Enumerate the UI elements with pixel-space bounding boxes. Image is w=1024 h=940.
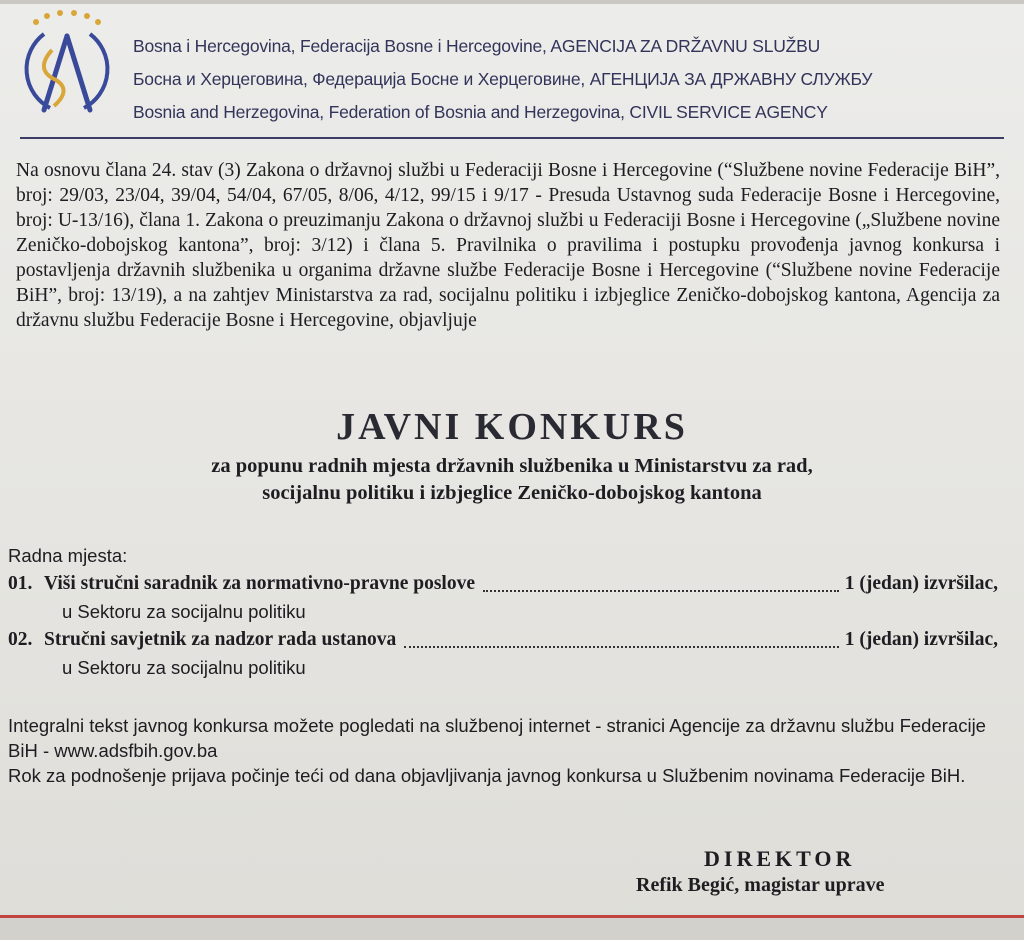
- subtitle-line-2: socijalnu politiku i izbjeglice Zeničko-dobojskog kantona: [262, 482, 762, 504]
- position-title: Viši stručni saradnik za normativno-pravne poslove: [44, 573, 476, 594]
- signature-title: DIREKTOR: [704, 846, 856, 871]
- footer-notes: [8, 713, 1008, 788]
- header-line-bosnian: Bosna i Hercegovina, Federacija Bosne i Hercegovine, AGENCIJA ZA DRŽAVNU SLUŽBU: [133, 36, 821, 56]
- position-sector: u Sektoru za socijalnu politiku: [62, 657, 306, 678]
- position-number: 01.: [8, 573, 33, 594]
- dot-leader: [483, 589, 839, 592]
- agency-header: [133, 30, 1013, 129]
- dot-leader: [404, 645, 838, 648]
- footer-deadline-note: Rok za podnošenje prijava počinje teći od dana objavljivanja javnog konkursa u Službenim novinama Federacije BiH.: [8, 765, 966, 786]
- intro-paragraph: Na osnovu člana 24. stav (3) Zakona o državnoj službi u Federaciji Bosne i Hercegovine (“Službene novine Federacije BiH”, broj: 29/03, 23/04, 39/04, 54/04, 67/05, 8/06, 4/12, 99/15 i 9/17 - Presuda Ustavnog suda Federacije Bosne i Hercegovine, broj: U-13/16), člana 1. Zakona o preuzimanju Zakona o državnoj službi u Federaciji Bosne i Hercegovine („Službene novine Zeničko-dobojskog kantona”, broj: 3/12) i člana 5. Pravilnika o pravilima i postupku provođenja javnog konkursa i postavljenja državnih službenika u organima državne službe Federacije Bosne i Hercegovine (“Službene novine Federacije BiH”, broj: 13/19), a na zahtjev Ministarstva za rad, socijalnu politiku i izbjeglice Zeničko-dobojskog kantona, Agencija za državnu službu Federacije Bosne i Hercegovine, objavljuje: [16, 160, 1000, 331]
- notice-subtitle: [150, 453, 874, 507]
- page-below-clipping: [0, 918, 1024, 940]
- positions-heading: Radna mjesta:: [8, 545, 128, 566]
- position-item: [8, 626, 998, 682]
- notice-title: JAVNI KONKURS: [336, 406, 688, 448]
- header-line-english: Bosnia and Herzegovina, Federation of Bosnia and Herzegovina, CIVIL SERVICE AGENCY: [133, 102, 828, 122]
- subtitle-line-1: za popunu radnih mjesta državnih službenika u Ministarstvu za rad,: [211, 455, 813, 477]
- positions-section: [8, 542, 998, 682]
- position-item: [8, 570, 998, 626]
- position-number: 02.: [8, 629, 33, 650]
- position-sector: u Sektoru za socijalnu politiku: [62, 601, 306, 622]
- header-divider: [20, 137, 1004, 139]
- position-title: Stručni savjetnik za nadzor rada ustanova: [44, 629, 397, 650]
- agency-logo-icon: [14, 10, 120, 120]
- footer-website-note: Integralni tekst javnog konkursa možete pogledati na službenoj internet - stranici Agencije za državnu službu Federacije BiH - www.adsfbih.gov.ba: [8, 715, 986, 761]
- position-count: 1 (jedan) izvršilac,: [844, 629, 998, 650]
- clipping-top-edge: [0, 0, 1024, 4]
- header-line-serbian: Босна и Херцеговина, Федерација Босне и Херцеговине, АГЕНЦИЈА ЗА ДРЖАВНУ СЛУЖБУ: [133, 69, 873, 89]
- signature-name: Refik Begić, magistar uprave: [636, 874, 885, 896]
- position-count: 1 (jedan) izvršilac,: [844, 573, 998, 594]
